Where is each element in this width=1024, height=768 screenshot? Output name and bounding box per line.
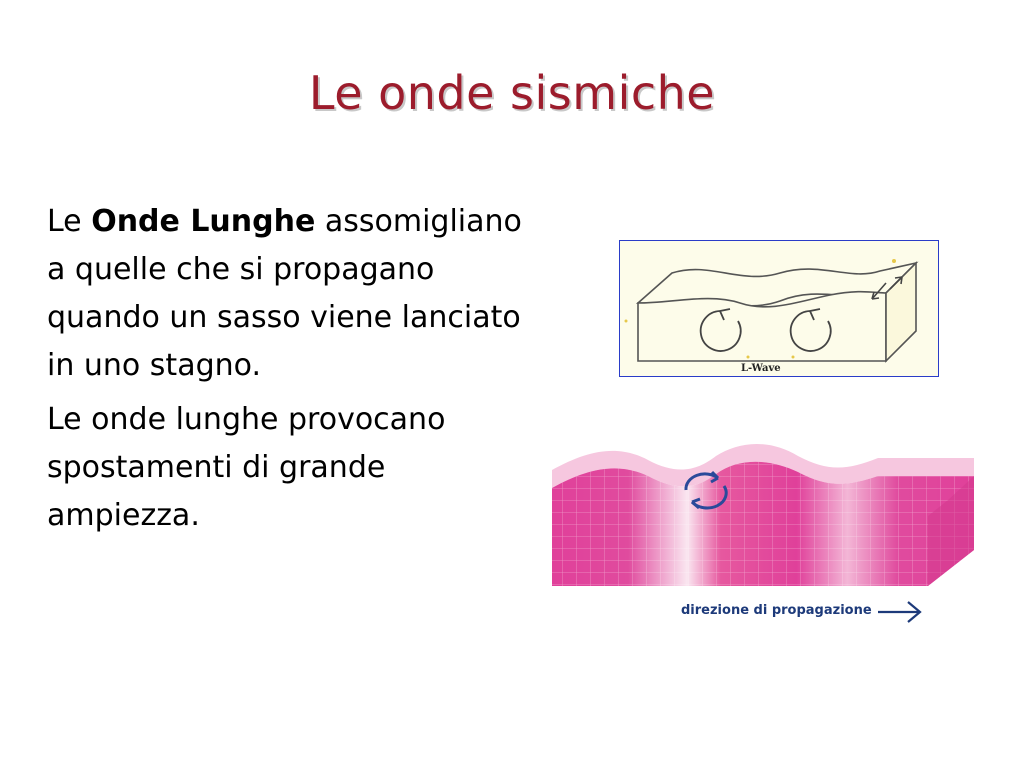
paragraph-1-bold: Onde Lunghe xyxy=(91,204,316,239)
l-wave-diagram xyxy=(619,240,939,377)
wave-grid xyxy=(552,462,974,586)
paragraph-2: Le onde lunghe provocano spostamenti di grande ampiezza. xyxy=(47,402,446,533)
l-wave-caption: L-Wave xyxy=(741,363,781,374)
paragraph-1 xyxy=(47,198,527,390)
propagation-arrow-icon xyxy=(876,599,924,625)
body-text xyxy=(47,198,527,546)
l-wave-drawing xyxy=(620,241,938,376)
propagation-caption: direzione di propagazione xyxy=(681,603,872,618)
paragraph-1-prefix: Le xyxy=(47,204,92,239)
paragraph-1-rest: assomigliano a quelle che si propagano quando un sasso viene lanciato in uno stagno. xyxy=(47,204,522,383)
slide-title: Le onde sismiche xyxy=(308,66,716,120)
surface-wave-diagram xyxy=(548,440,978,590)
surface-wave-drawing xyxy=(548,440,978,590)
